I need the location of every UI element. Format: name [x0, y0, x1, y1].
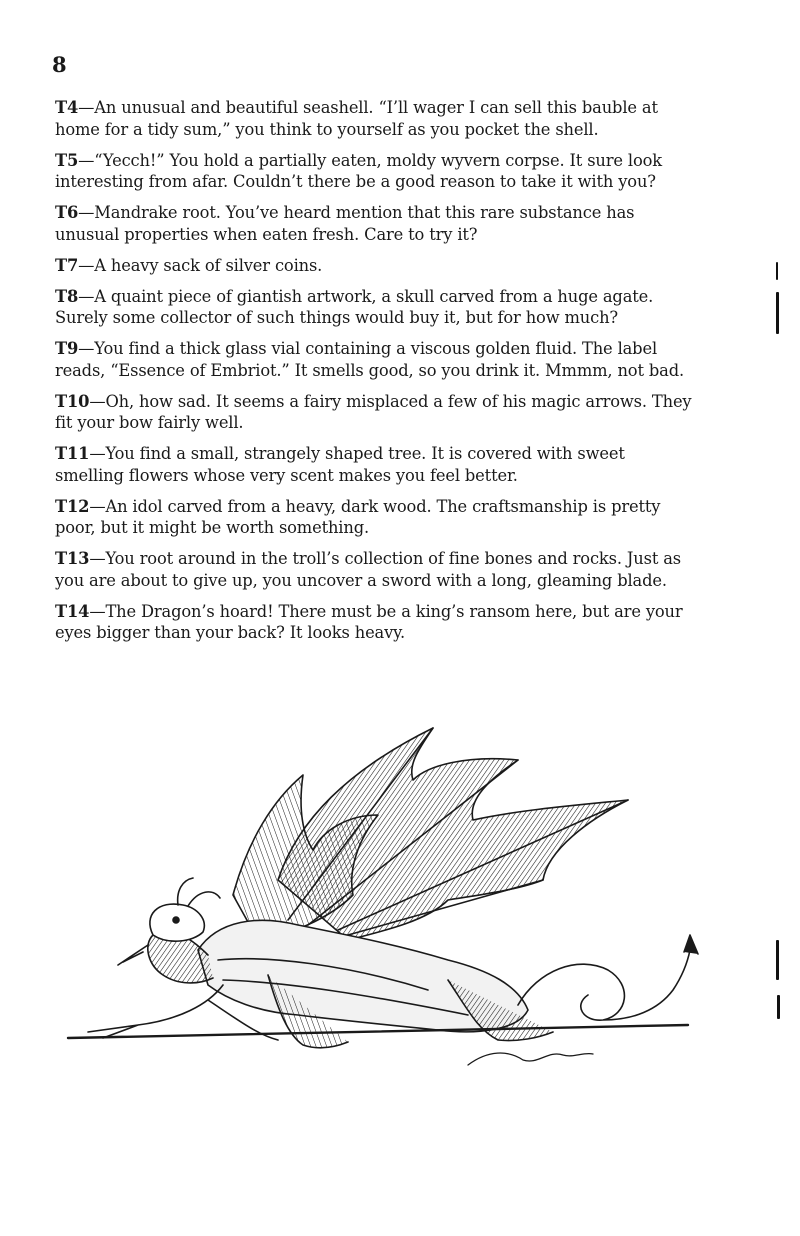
entry-text: —An idol carved from a heavy, dark wood. The craftsmanship is pretty poor, but it might be worth something.	[55, 496, 661, 537]
page-number: 8	[52, 52, 67, 77]
entry-t11	[55, 443, 695, 486]
entry-text: —Mandrake root. You’ve heard mention that this rare substance has unusual properties when eaten fresh. Care to try it?	[55, 203, 635, 244]
entry-t12	[55, 496, 695, 539]
artist-signature	[468, 1053, 593, 1065]
treasure-entries	[55, 97, 695, 653]
entry-text: —You find a thick glass vial containing a viscous golden fluid. The label reads, “Essence of Embriot.” It smells good, so you drink it. Mmmm, not bad.	[55, 339, 685, 380]
entry-code: T11	[55, 444, 90, 463]
entry-text: —A heavy sack of silver coins.	[78, 255, 323, 275]
entry-t5	[55, 150, 695, 193]
entry-text: —The Dragon’s hoard! There must be a king’s ransom here, but are your eyes bigger than your back? It looks heavy.	[55, 601, 683, 642]
margin-mark	[777, 995, 780, 1019]
margin-mark	[776, 940, 779, 980]
entry-text: —A quaint piece of giantish artwork, a skull carved from a huge agate. Surely some collector of such things would buy it, but for how much?	[55, 286, 654, 327]
margin-mark	[776, 292, 779, 334]
entry-code: T7	[55, 255, 79, 275]
entry-t4	[55, 97, 695, 140]
entry-t7	[55, 255, 695, 277]
entry-text: —You find a small, strangely shaped tree. It is covered with sweet smelling flowers whose very scent makes you feel better.	[55, 444, 625, 485]
entry-code: T4	[55, 98, 79, 117]
dragon-illustration	[48, 720, 708, 1090]
entry-t9	[55, 338, 695, 381]
entry-code: T12	[55, 496, 90, 516]
entry-text: —You root around in the troll’s collection of fine bones and rocks. Just as you are about to give up, you uncover a sword with a long, gleaming blade.	[55, 549, 682, 590]
entry-code: T9	[55, 339, 79, 358]
entry-code: T13	[55, 549, 90, 568]
entry-code: T8	[55, 286, 79, 306]
entry-t8	[55, 286, 695, 329]
entry-code: T14	[55, 601, 90, 621]
entry-t6	[55, 202, 695, 245]
dragon-tail	[518, 950, 690, 1020]
entry-t14	[55, 601, 695, 644]
entry-t10	[55, 391, 695, 434]
entry-text: —Oh, how sad. It seems a fairy misplaced a few of his magic arrows. They fit your bow fairly well.	[55, 391, 692, 432]
entry-code: T5	[55, 150, 79, 170]
entry-t13	[55, 548, 695, 591]
entry-text: —An unusual and beautiful seashell. “I’ll wager I can sell this bauble at home for a tidy sum,” you think to yourself as you pocket the shell.	[55, 98, 658, 139]
entry-text: —“Yecch!” You hold a partially eaten, moldy wyvern corpse. It sure look interesting from afar. Couldn’t there be a good reason to take it with you?	[55, 150, 662, 191]
entry-code: T6	[55, 203, 79, 222]
entry-code: T10	[55, 391, 90, 411]
margin-mark	[776, 262, 778, 280]
